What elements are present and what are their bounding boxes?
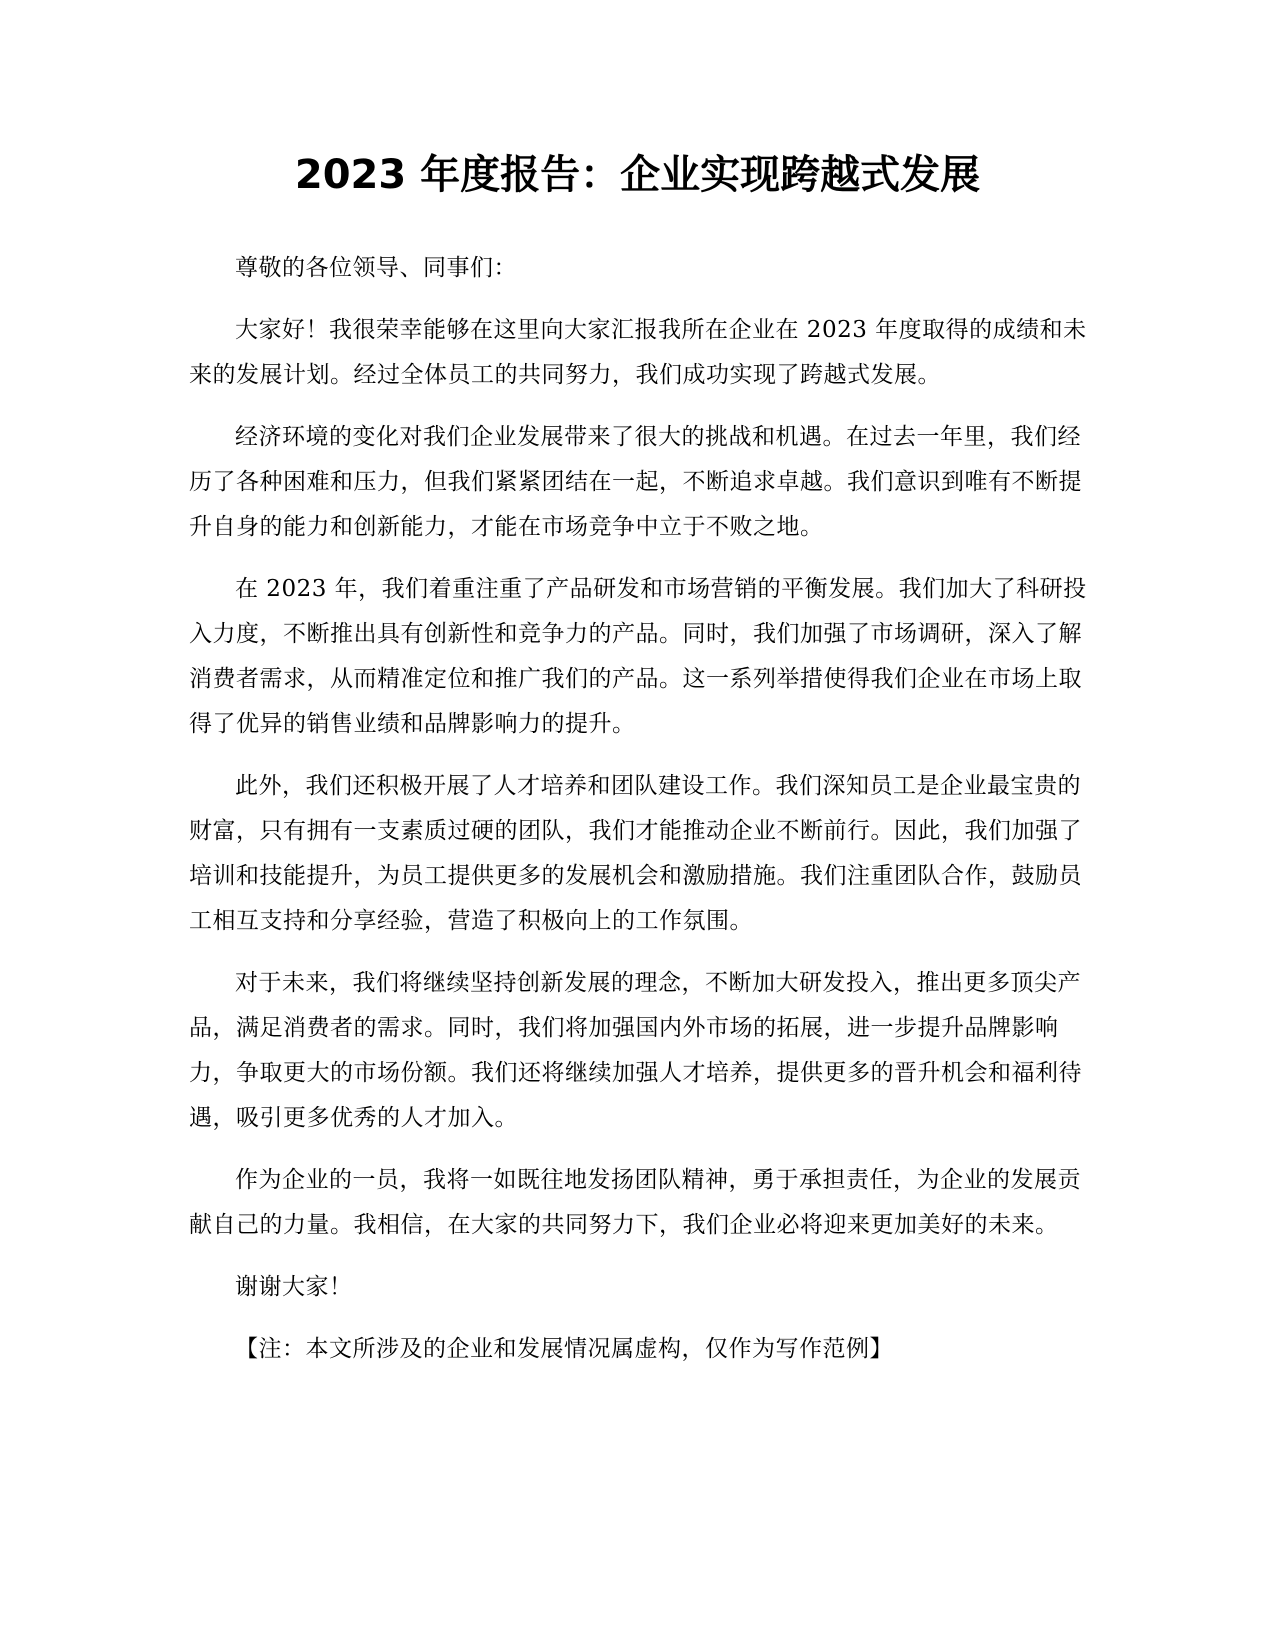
salutation: 尊敬的各位领导、同事们： [235,255,517,281]
document-title: 2023 年度报告：企业实现跨越式发展 [294,152,981,198]
footnote: 【注：本文所涉及的企业和发展情况属虚构，仅作为写作范例】 [235,1336,893,1362]
paragraph-greeting: 大家好！我很荣幸能够在这里向大家汇报我所在企业在 2023 年度取得的成绩和未来的发展计划。经过全体员工的共同努力，我们成功实现了跨越式发展。 [189,317,1087,388]
paragraph-products: 在 2023 年，我们着重注重了产品研发和市场营销的平衡发展。我们加大了科研投入力度，不断推出具有创新性和竞争力的产品。同时，我们加强了市场调研，深入了解消费者需求，从而精准定位和推广我们的产品。这一系列举措使得我们企业在市场上取得了优异的销售业绩和品牌影响力的提升。 [189,576,1087,737]
document-body [189,246,1095,1389]
paragraph-economy: 经济环境的变化对我们企业发展带来了很大的挑战和机遇。在过去一年里，我们经历了各种困难和压力，但我们紧紧团结在一起，不断追求卓越。我们意识到唯有不断提升自身的能力和创新能力，才能在市场竞争中立于不败之地。 [189,424,1082,540]
paragraph-future: 对于未来，我们将继续坚持创新发展的理念，不断加大研发投入，推出更多顶尖产品，满足消费者的需求。同时，我们将加强国内外市场的拓展，进一步提升品牌影响力，争取更大的市场份额。我们还将继续加强人才培养，提供更多的晋升机会和福利待遇，吸引更多优秀的人才加入。 [189,970,1082,1131]
paragraph-commitment: 作为企业的一员，我将一如既往地发扬团队精神，勇于承担责任，为企业的发展贡献自己的力量。我相信，在大家的共同努力下，我们企业必将迎来更加美好的未来。 [189,1167,1081,1238]
closing-thanks: 谢谢大家！ [235,1274,353,1300]
paragraph-talent: 此外，我们还积极开展了人才培养和团队建设工作。我们深知员工是企业最宝贵的财富，只有拥有一支素质过硬的团队，我们才能推动企业不断前行。因此，我们加强了培训和技能提升，为员工提供更多的发展机会和激励措施。我们注重团队合作，鼓励员工相互支持和分享经验，营造了积极向上的工作氛围。 [189,773,1082,934]
